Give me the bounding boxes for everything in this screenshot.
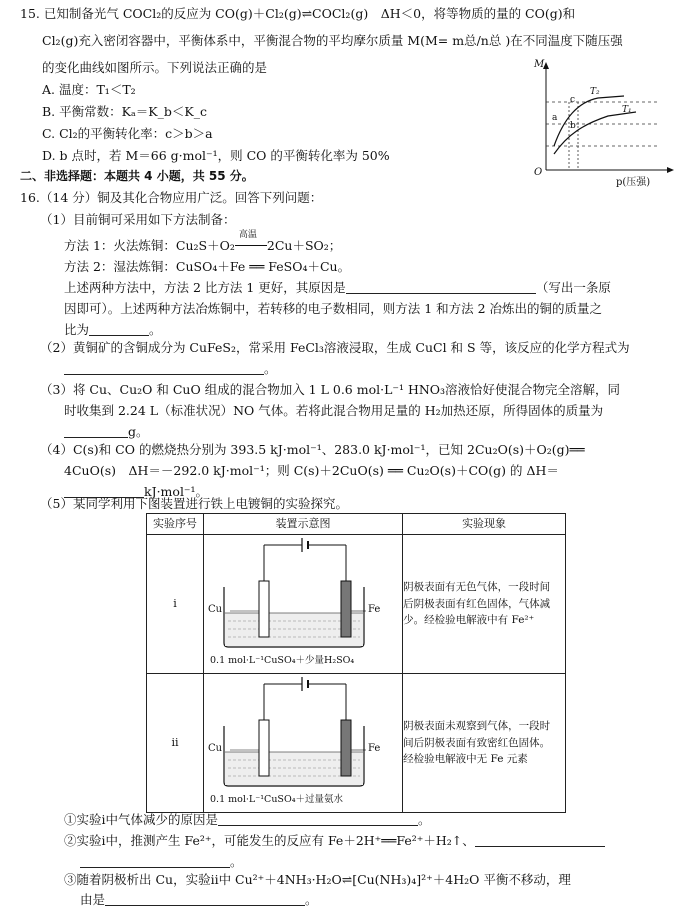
experiment-id: ⅰ (147, 535, 204, 674)
q16-part-1-text-3: 比为 。 (64, 322, 162, 337)
table-header: 实验现象 (403, 514, 566, 535)
graph-y-label: M (534, 59, 545, 70)
cathode-label: Fe (368, 743, 381, 754)
section-title: 二、非选择题：本题共 4 小题，共 55 分。 (20, 169, 254, 183)
table-row (147, 535, 566, 674)
q16-sub-2: ②实验ⅰ中，推测产生 Fe²⁺，可能发生的反应有 Fe＋2H⁺══Fe²⁺＋H₂↑、 (64, 833, 605, 850)
q15-line-2: Cl₂(g)充入密闭容器中，平衡体系中，平衡混合物的平均摩尔质量 M(M= m总/n总 )在不同温度下随压强 (42, 33, 623, 48)
reaction-condition: 高温 (238, 230, 257, 240)
answer-blank-3[interactable] (64, 425, 128, 438)
anode-label: Cu (208, 743, 223, 754)
electrolyte-label: 0.1 mol·L⁻¹CuSO₄＋过量氨水 (210, 794, 344, 805)
experiment-table (146, 513, 566, 813)
table-row (147, 674, 566, 813)
q16-part-1-text-2: 因即可）。上述两种方法冶炼铜中，若转移的电子数相同，则方法 1 和方法 2 冶炼出的铜的质量之 (64, 301, 603, 316)
q16-head: 16.（14 分）铜及其化合物应用广泛。回答下列问题： (20, 190, 323, 205)
q16-sub-1: ①实验ⅰ中气体减少的原因是 。 (64, 812, 431, 827)
apparatus-cell (204, 535, 403, 674)
q16-part-4-line-2: 4CuO(s) ΔH＝－292.0 kJ·mol⁻¹；则 C(s)＋2CuO(s) ══ Cu₂O(s)＋CO(g) 的 ΔH＝ (64, 463, 559, 478)
q16-part-4-blank-line: kJ·mol⁻¹。 (64, 484, 208, 501)
apparatus-cell (204, 674, 403, 813)
q16-part-4: （4）C(s)和 CO 的燃烧热分别为 393.5 kJ·mol⁻¹、283.0 kJ·mol⁻¹，已知 2Cu₂O(s)＋O₂(g)══ (40, 442, 585, 457)
q16-part-3-blank-line: g。 (64, 424, 149, 441)
experiment-id: ⅱ (147, 674, 204, 813)
graph-origin: O (534, 167, 543, 178)
q16-sub-3-continued: 由是 。 (80, 892, 318, 907)
graph-curve-t1: T₁ (622, 105, 632, 115)
table-header: 装置示意图 (204, 514, 403, 535)
q16-part-1-text: 上述两种方法中，方法 2 比方法 1 更好，其原因是 （写出一条原 (64, 280, 611, 295)
q16-part-3: （3）将 Cu、Cu₂O 和 CuO 组成的混合物加入 1 L 0.6 mol·L⁻¹ HNO₃溶液恰好使混合物完全溶解，同 (40, 382, 621, 397)
q16-part-2: （2）黄铜矿的含铜成分为 CuFeS₂，常采用 FeCl₃溶液浸取，生成 CuCl 和 S 等，该反应的化学方程式为 (40, 340, 630, 355)
table-header: 实验序号 (147, 514, 204, 535)
graph-point-b: b (570, 121, 576, 131)
q15-graph (528, 58, 678, 190)
q16-part-5: （5）某同学利用下图装置进行铁上电镀铜的实验探究。 (40, 496, 348, 511)
q15-line-3: 的变化曲线如图所示。下列说法正确的是 (42, 60, 268, 75)
q15-option-a: A. 温度：T₁＜T₂ (42, 82, 136, 97)
answer-blank-1b[interactable] (89, 323, 149, 336)
answer-blank-5b[interactable] (475, 834, 605, 847)
q15-option-b: B. 平衡常数：Kₐ＝K_b＜K_c (42, 104, 207, 119)
q16-part-1: （1）目前铜可采用如下方法制备： (40, 212, 236, 227)
q15-option-d: D. b 点时，若 M＝66 g·mol⁻¹，则 CO 的平衡转化率为 50% (42, 148, 390, 163)
electrolysis-apparatus-diagram (204, 674, 384, 812)
cathode-label: Fe (368, 604, 381, 615)
graph-point-a: a (552, 113, 558, 123)
anode-label: Cu (208, 604, 223, 615)
table-header-row (147, 514, 566, 535)
q16-sub-3: ③随着阴极析出 Cu，实验ⅱ中 Cu²⁺＋4NH₃·H₂O⇌[Cu(NH₃)₄]²⁺＋4H₂O 平衡不移动，理 (64, 872, 571, 887)
answer-blank-5c[interactable] (105, 893, 305, 906)
answer-blank-2[interactable] (64, 362, 264, 375)
answer-blank-5a[interactable] (218, 813, 418, 826)
electrolyte-label: 0.1 mol·L⁻¹CuSO₄＋少量H₂SO₄ (210, 655, 355, 666)
answer-blank-1a[interactable] (346, 281, 536, 294)
graph-curve-t2: T₂ (590, 87, 600, 97)
q16-method-1: 方法 1：火法炼铜：Cu₂S＋O₂ 高温 2Cu＋SO₂； (64, 230, 342, 253)
answer-blank-5b-cont[interactable] (80, 855, 230, 868)
graph-point-c: c (570, 95, 576, 105)
observation-cell: 阴极表面有无色气体，一段时间 后阴极表面有红色固体，气体减 少。经检验电解液中有 Fe²⁺ (403, 535, 566, 674)
q16-sub-2-continued: 。 (80, 854, 243, 871)
q16-method-2: 方法 2：湿法炼铜：CuSO₄＋Fe ══ FeSO₄＋Cu。 (64, 259, 351, 274)
q16-part-3-line-2: 时收集到 2.24 L（标准状况）NO 气体。若将此混合物用足量的 H₂加热还原，所得固体的质量为 (64, 403, 604, 418)
electrolysis-apparatus-diagram (204, 535, 384, 673)
observation-cell: 阴极表面未观察到气体，一段时 间后阴极表面有致密红色固体。 经检验电解液中无 Fe 元素 (403, 674, 566, 813)
q15-line-1: 15. 已知制备光气 COCl₂的反应为 CO(g)＋Cl₂(g)⇌COCl₂(g) ΔH＜0，将等物质的量的 CO(g)和 (20, 6, 576, 21)
graph-x-label: p(压强) (616, 177, 651, 188)
q16-part-2-blank-line: 。 (64, 361, 277, 378)
q15-option-c: C. Cl₂的平衡转化率：c＞b＞a (42, 126, 213, 141)
